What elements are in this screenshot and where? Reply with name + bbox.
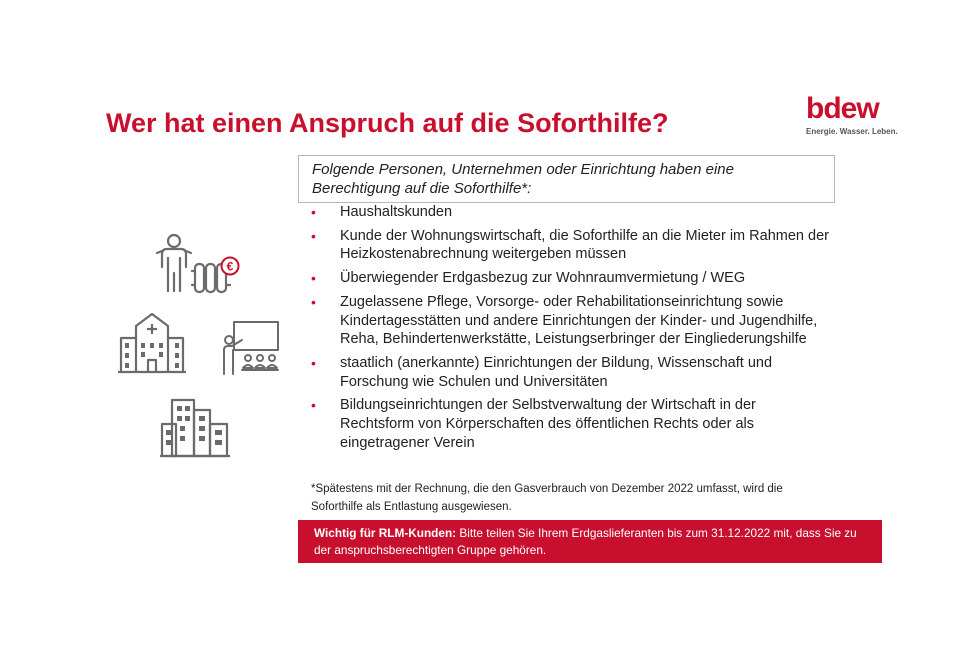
teacher-classroom-icon — [220, 320, 280, 376]
list-item-text: Haushaltskunden — [340, 204, 453, 220]
person-radiator-euro-icon — [150, 233, 245, 295]
intro-box: Folgende Personen, Unternehmen oder Einrichtung haben eine Berechtigung auf die Soforthilfe*: — [298, 155, 835, 203]
note-label: Wichtig für RLM-Kunden: — [314, 526, 457, 540]
office-buildings-icon — [159, 398, 231, 458]
logo-wordmark: bdew — [806, 92, 879, 125]
rlm-note-banner — [298, 520, 882, 563]
slide-title: Wer hat einen Anspruch auf die Soforthilfe? — [106, 108, 669, 138]
bullet: • — [311, 293, 316, 310]
list-item-text: Kunde der Wohnungswirtschaft, die Soforthilfe an die Mieter im Rahmen der Heizkostenabrechnung weitergeben müssen — [340, 227, 829, 263]
list-item-text: Bildungseinrichtungen der Selbstverwaltung der Wirtschaft in der Rechtsform von Körperschaften des öffentlichen Rechts oder als eingetragener Verein — [340, 397, 756, 451]
list-item-text: Zugelassene Pflege, Vorsorge- oder Rehabilitationseinrichtung sowie Kindertagesstätten und andere Einrichtungen der Kinder- und Jugendhilfe, Reha, Behindertenwerkstätte, Leistungserbringer der Eingliederungshilfe — [340, 293, 818, 348]
footnote: *Spätestens mit der Rechnung, die den Gasverbrauch von Dezember 2022 umfasst, wird die Soforthilfe als Entlastung ausgewiesen. — [311, 483, 783, 513]
list-item — [311, 354, 831, 391]
note-text: Bitte teilen Sie Ihrem Erdgaslieferanten bis zum 31.12.2022 mit, dass Sie zu der anspruchsberechtigten Gruppe gehören. — [314, 526, 857, 557]
list-item — [311, 203, 831, 222]
bullet: • — [311, 354, 316, 371]
eligibility-list — [311, 203, 831, 457]
bullet: • — [311, 270, 316, 287]
list-item — [311, 227, 831, 264]
bullet: • — [311, 204, 316, 220]
euro-symbol: € — [226, 259, 234, 274]
list-item-text: staatlich (anerkannte) Einrichtungen der Bildung, Wissenschaft und Forschung wie Schulen und Universitäten — [340, 354, 773, 390]
hospital-building-icon — [116, 310, 188, 374]
list-item — [311, 396, 831, 452]
list-item-text: Überwiegender Erdgasbezug zur Wohnraumvermietung / WEG — [340, 270, 746, 287]
logo-tagline: Energie. Wasser. Leben. — [806, 127, 898, 136]
bdew-logo — [806, 92, 898, 136]
list-item — [311, 269, 831, 288]
list-item — [311, 293, 831, 349]
bullet: • — [311, 227, 316, 244]
bullet: • — [311, 397, 316, 414]
